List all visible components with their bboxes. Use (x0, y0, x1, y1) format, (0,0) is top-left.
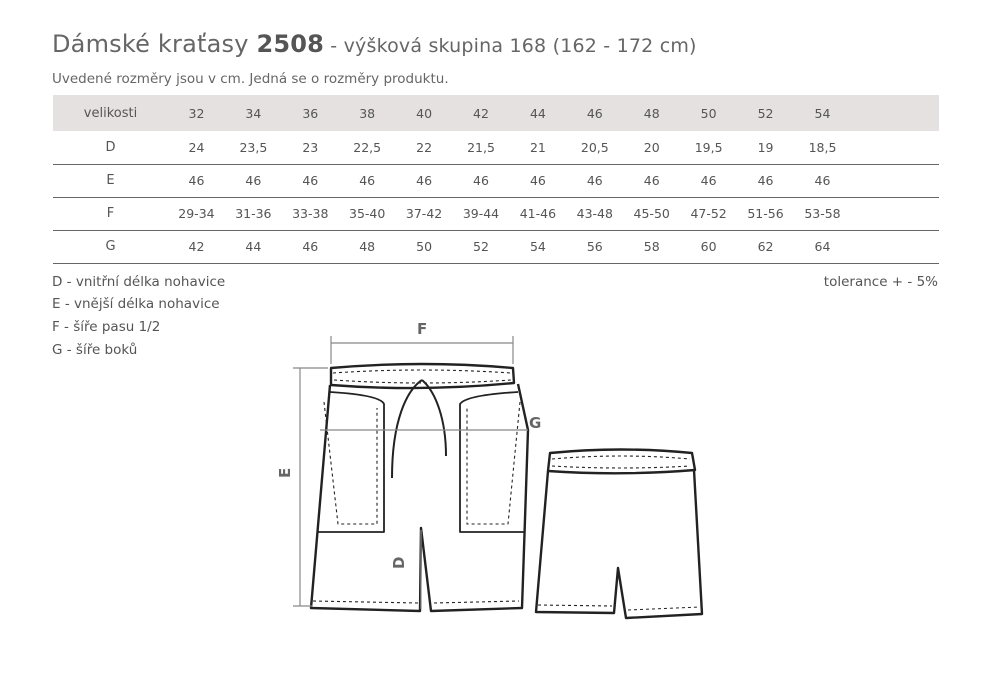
table-cell: 45-50 (633, 206, 670, 221)
back-waistband (548, 450, 695, 474)
table-cell: 35-40 (349, 206, 386, 221)
table-cell: 46 (757, 173, 774, 188)
size-table (53, 95, 939, 264)
size-header-cell: 50 (700, 105, 717, 121)
table-cell: 29-34 (178, 206, 215, 221)
legend-item-f: F - šíře pasu 1/2 (52, 319, 161, 335)
title-suffix: - výšková skupina 168 (162 - 172 cm) (324, 35, 697, 57)
table-cell: 46 (473, 173, 489, 188)
size-header-cell: 42 (473, 105, 489, 121)
tolerance-note: tolerance + - 5% (823, 274, 938, 290)
title-prefix: Dámské kraťasy (52, 30, 249, 58)
table-cell: 19 (757, 139, 774, 155)
table-cell: 31-36 (235, 206, 272, 221)
back-stitching (538, 456, 700, 610)
header-filler (851, 95, 939, 131)
table-cell: 21 (529, 139, 546, 155)
size-header-cell: 38 (359, 105, 376, 121)
table-cell: 62 (757, 239, 774, 254)
row-label: D (105, 139, 116, 155)
table-cell: 64 (814, 239, 831, 254)
table-cell: 21,5 (467, 139, 495, 155)
table-cell: 22 (416, 139, 433, 155)
table-cell: 41-46 (519, 206, 557, 221)
legend-item-e: E - vnější délka nohavice (52, 296, 220, 312)
table-row (53, 131, 939, 164)
size-header-cell: 40 (416, 105, 433, 121)
table-cell: 56 (586, 239, 603, 254)
size-header-cell: 52 (757, 105, 774, 121)
table-cell: 20 (643, 139, 660, 155)
table-cell: 43-48 (576, 206, 613, 221)
size-header-cell: 44 (529, 105, 546, 121)
dimension-label-g: G (529, 414, 542, 432)
size-header-cell: 48 (643, 105, 660, 121)
front-drawstring (392, 380, 446, 478)
product-code: 2508 (256, 30, 325, 58)
size-header-cell: 54 (814, 105, 831, 121)
table-cell: 24 (188, 139, 205, 155)
table-cell: 20,5 (580, 139, 609, 155)
table-cell: 44 (245, 239, 262, 254)
table-cell: 46 (814, 173, 831, 188)
table-cell: 46 (586, 173, 603, 188)
table-cell: 48 (359, 239, 376, 254)
table-cell: 46 (302, 239, 319, 254)
row-label: F (106, 206, 115, 221)
table-cell: 37-42 (405, 206, 443, 221)
table-cell: 51-56 (747, 206, 784, 221)
table-cell: 19,5 (694, 139, 723, 155)
table-cell: 46 (188, 173, 205, 188)
table-cell: 18,5 (808, 139, 837, 155)
size-header-cell: 36 (302, 105, 319, 121)
table-cell: 46 (302, 173, 319, 188)
table-cell: 58 (643, 239, 660, 254)
shorts-technical-drawing (270, 310, 720, 620)
table-cell: 23,5 (239, 139, 268, 155)
table-cell: 46 (529, 173, 546, 188)
front-waistband (331, 364, 514, 388)
table-cell: 33-38 (292, 206, 329, 221)
table-cell: 46 (359, 173, 376, 188)
dimension-label-e: E (276, 467, 294, 478)
size-header-row (53, 95, 939, 131)
table-cell: 46 (245, 173, 262, 188)
front-body-outline (311, 384, 528, 611)
page-title (52, 30, 697, 58)
dimension-label-d: D (390, 556, 408, 569)
shorts-front-view (311, 364, 528, 611)
row-label: E (106, 173, 115, 188)
legend-item-g: G - šíře boků (52, 342, 138, 358)
row-filler (851, 230, 939, 263)
table-cell: 46 (643, 173, 660, 188)
size-header-cell: 34 (245, 105, 262, 121)
units-note: Uvedené rozměry jsou v cm. Jedná se o rozměry produktu. (52, 71, 449, 87)
legend-item-d: D - vnitřní délka nohavice (52, 274, 226, 290)
table-row (53, 230, 939, 263)
table-cell: 60 (700, 239, 717, 254)
table-cell: 50 (416, 239, 433, 254)
shorts-back-view (536, 450, 702, 619)
table-cell: 22,5 (353, 139, 382, 155)
table-cell: 47-52 (690, 206, 727, 221)
table-cell: 23 (302, 139, 319, 155)
table-row (53, 164, 939, 197)
front-stitching (313, 370, 520, 603)
table-cell: 39-44 (462, 206, 500, 221)
row-filler (851, 164, 939, 197)
table-cell: 46 (700, 173, 717, 188)
table-cell: 46 (416, 173, 433, 188)
row-label: G (105, 239, 116, 254)
table-cell: 42 (188, 239, 205, 254)
size-header-cell: 32 (188, 105, 205, 121)
row-filler (851, 131, 939, 164)
table-cell: 52 (473, 239, 489, 254)
back-body-outline (536, 470, 702, 618)
table-cell: 53-58 (804, 206, 841, 221)
table-row (53, 197, 939, 230)
table-cell: 54 (529, 239, 546, 254)
dimension-label-f: F (417, 320, 428, 338)
row-filler (851, 197, 939, 230)
size-header-label: velikosti (83, 105, 138, 121)
size-header-cell: 46 (586, 105, 603, 121)
